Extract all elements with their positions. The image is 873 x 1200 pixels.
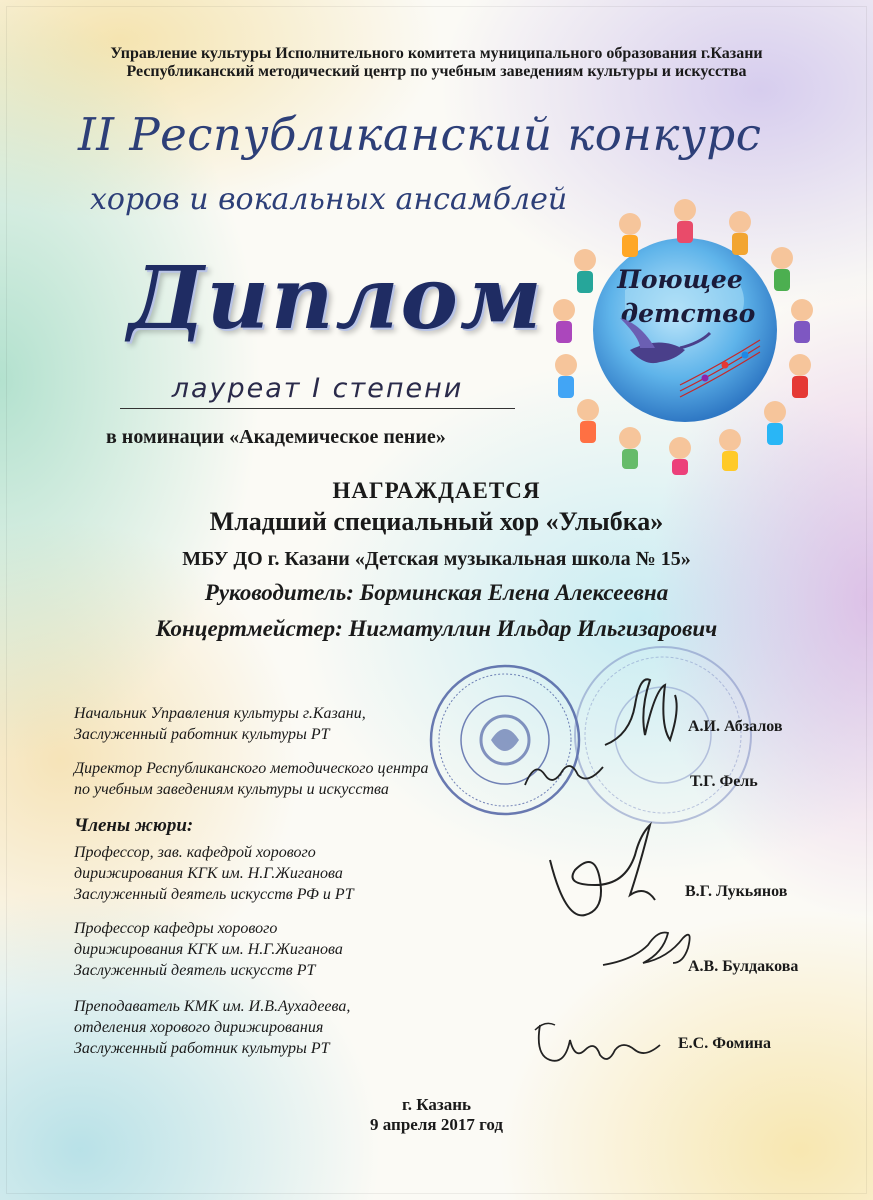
director-name: Т.Г. Фель bbox=[690, 773, 758, 790]
head-signature-icon bbox=[595, 670, 685, 765]
jury-1-line1: Профессор, зав. кафедрой хорового bbox=[74, 844, 316, 861]
nomination-text: в номинации «Академическое пение» bbox=[106, 426, 446, 448]
leader-name: Руководитель: Борминская Елена Алексеевна bbox=[204, 580, 669, 605]
jury-1-name: В.Г. Лукьянов bbox=[685, 883, 788, 900]
jury-3-line2: отделения хорового дирижирования bbox=[74, 1019, 324, 1036]
jury-2-line1: Профессор кафедры хорового bbox=[74, 920, 278, 937]
jury-member-2-title bbox=[74, 918, 343, 981]
school-name: МБУ ДО г. Казани «Детская музыкальная школа № 15» bbox=[182, 548, 691, 570]
degree-handwritten-text: лауреат I степени bbox=[171, 373, 464, 404]
contest-subtitle: хоров и вокальных ансамблей bbox=[90, 182, 568, 217]
jury-1-signature-icon bbox=[540, 820, 670, 925]
jury-3-signature-icon bbox=[530, 1010, 670, 1075]
contest-title: II Республиканский конкурс bbox=[78, 108, 762, 161]
footer-city: г. Казань bbox=[401, 1095, 472, 1114]
head-name: А.И. Абзалов bbox=[688, 718, 783, 735]
head-title-line1: Начальник Управления культуры г.Казани, bbox=[74, 705, 366, 722]
logo-text-line1: Поющее bbox=[617, 265, 743, 294]
director-signature-icon bbox=[520, 755, 610, 795]
jury-member-1-title bbox=[74, 842, 354, 905]
jury-member-3-title bbox=[74, 996, 350, 1059]
diploma-heading: Диплом bbox=[128, 248, 544, 349]
jury-3-line3: Заслуженный работник культуры РТ bbox=[74, 1040, 330, 1057]
accompanist-name: Концертмейстер: Нигматуллин Ильдар Ильгизарович bbox=[155, 616, 718, 641]
jury-3-line1: Преподаватель КМК им. И.В.Аухадеева, bbox=[74, 998, 351, 1015]
footer-date: 9 апреля 2017 год bbox=[370, 1115, 503, 1134]
director-title-line2: по учебным заведениям культуры и искусства bbox=[74, 781, 389, 798]
head-title-line2: Заслуженный работник культуры РТ bbox=[74, 726, 330, 743]
jury-3-name: Е.С. Фомина bbox=[678, 1035, 771, 1052]
header-organization-2: Республиканский методический центр по учебным заведениям культуры и искусства bbox=[126, 63, 747, 80]
jury-1-line3: Заслуженный деятель искусств РФ и РТ bbox=[74, 886, 354, 903]
head-title bbox=[74, 703, 366, 745]
logo-text-line2: детство bbox=[620, 299, 756, 328]
degree-field bbox=[120, 375, 515, 411]
awarded-heading: НАГРАЖДАЕТСЯ bbox=[332, 478, 541, 503]
degree-underline bbox=[120, 408, 515, 409]
official-stamp-icon bbox=[425, 660, 585, 820]
header-organization-1: Управление культуры Исполнительного комитета муниципального образования г.Казани bbox=[110, 45, 763, 62]
jury-1-line2: дирижирования КГК им. Н.Г.Жиганова bbox=[74, 865, 343, 882]
singing-childhood-logo bbox=[530, 170, 840, 480]
jury-2-line2: дирижирования КГК им. Н.Г.Жиганова bbox=[74, 941, 343, 958]
jury-2-name: А.В. Булдакова bbox=[688, 958, 799, 975]
jury-heading: Члены жюри: bbox=[74, 815, 194, 836]
director-title bbox=[74, 758, 429, 800]
director-title-line1: Директор Республиканского методического центра bbox=[74, 760, 429, 777]
choir-name: Младший специальный хор «Улыбка» bbox=[209, 507, 664, 536]
jury-2-line3: Заслуженный деятель искусств РТ bbox=[74, 962, 316, 979]
